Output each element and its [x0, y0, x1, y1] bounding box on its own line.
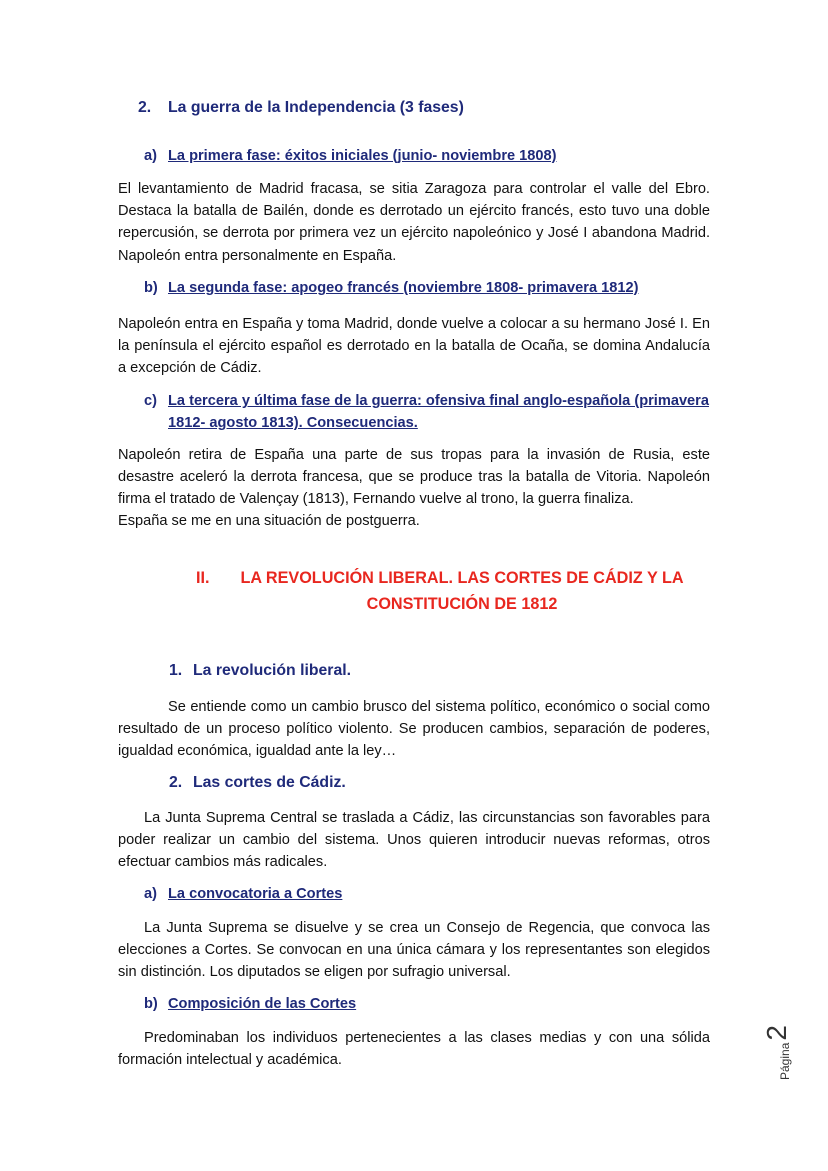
section-title: La guerra de la Independencia (3 fases): [168, 99, 464, 116]
subheading-tercera-fase: [144, 390, 714, 434]
paragraph-postguerra: España se me en una situación de postguerra.: [118, 513, 420, 529]
heading-number: 2.: [169, 774, 183, 791]
page-label: Página: [778, 1042, 792, 1080]
heading-revolucion-liberal: [169, 662, 761, 680]
subheading-segunda-fase: [144, 280, 736, 296]
paragraph-composicion: Predominaban los individuos pertenecientes a las clases medias y con una sólida formación intelectual y académica.: [118, 1030, 710, 1069]
subheading-title-line1: La tercera y última fase de la guerra: ofensiva final anglo-española (primavera: [168, 393, 709, 409]
subheading-letter: b): [144, 996, 158, 1012]
paragraph-revolucion-liberal: Se entiende como un cambio brusco del sistema político, económico o social como resultado de un proceso político violento. Se producen cambios, separación de poderes, igualdad económica, igualdad ante la ley…: [118, 699, 710, 760]
subheading-title-line2: 1812- agosto 1813). Consecuencias.: [168, 415, 418, 431]
heading-title: Las cortes de Cádiz.: [193, 774, 346, 791]
paragraph-cortes-cadiz: La Junta Suprema Central se traslada a Cádiz, las circunstancias son favorables para poder realizar un cambio del sistema. Unos quieren introducir nuevas reformas, otros efectuar cambios más radicales.: [118, 810, 710, 871]
page-number-footer: [752, 1010, 792, 1080]
subheading-primera-fase: [144, 148, 736, 164]
paragraph-tercera-fase: Napoleón retira de España una parte de sus tropas para la invasión de Rusia, este desastre aceleró la derrota francesa, que se produce tras la batalla de Vitoria. Napoleón firma el tratado de Valençay (1813), Fernando vuelve al trono, la guerra finaliza.: [118, 447, 710, 508]
section-number: 2.: [138, 99, 152, 116]
subheading-letter: a): [144, 148, 157, 164]
subheading-letter: c): [144, 393, 157, 409]
paragraph-primera-fase: El levantamiento de Madrid fracasa, se sitia Zaragoza para controlar el valle del Ebro. Destaca la batalla de Bailén, donde es derrotado un ejército francés, esto tuvo una doble repercusión, se derrota por primera vez un ejército napoleónico y José I abandona Madrid. Napoleón entra personalmente en España.: [118, 181, 710, 264]
paragraph-convocatoria: La Junta Suprema se disuelve y se crea un Consejo de Regencia, que convoca las elecciones a Cortes. Se convocan en una única cámara y los representantes son elegidos sin distinción. Los diputados se eligen por sufragio universal.: [118, 920, 710, 981]
paragraph-segunda-fase: Napoleón entra en España y toma Madrid, donde vuelve a colocar a su hermano José I. En la península el ejército español es derrotado en la batalla de Ocaña, se domina Andalucía a excepción de Cádiz.: [118, 316, 710, 377]
subheading-composicion: [144, 996, 736, 1012]
subheading-letter: b): [144, 280, 158, 296]
heading-title: La revolución liberal.: [193, 662, 352, 679]
subheading-title: La segunda fase: apogeo francés (noviembre 1808- primavera 1812): [168, 280, 639, 296]
roman-section-title: [236, 565, 688, 617]
roman-section-title-line2: CONSTITUCIÓN DE 1812: [366, 595, 558, 613]
subheading-title: La primera fase: éxitos iniciales (junio- noviembre 1808): [168, 148, 557, 164]
page-number: 2: [761, 1025, 792, 1041]
roman-section-title-line1: LA REVOLUCIÓN LIBERAL. LAS CORTES DE CÁDIZ Y LA: [240, 569, 684, 587]
subheading-title: La convocatoria a Cortes: [168, 886, 343, 902]
section-heading-guerra: [138, 99, 730, 117]
roman-section-number: II.: [196, 569, 210, 587]
subheading-convocatoria: [144, 886, 736, 902]
heading-cortes-cadiz: [169, 774, 761, 792]
heading-number: 1.: [169, 662, 183, 679]
subheading-title: Composición de las Cortes: [168, 996, 357, 1012]
subheading-letter: a): [144, 886, 157, 902]
